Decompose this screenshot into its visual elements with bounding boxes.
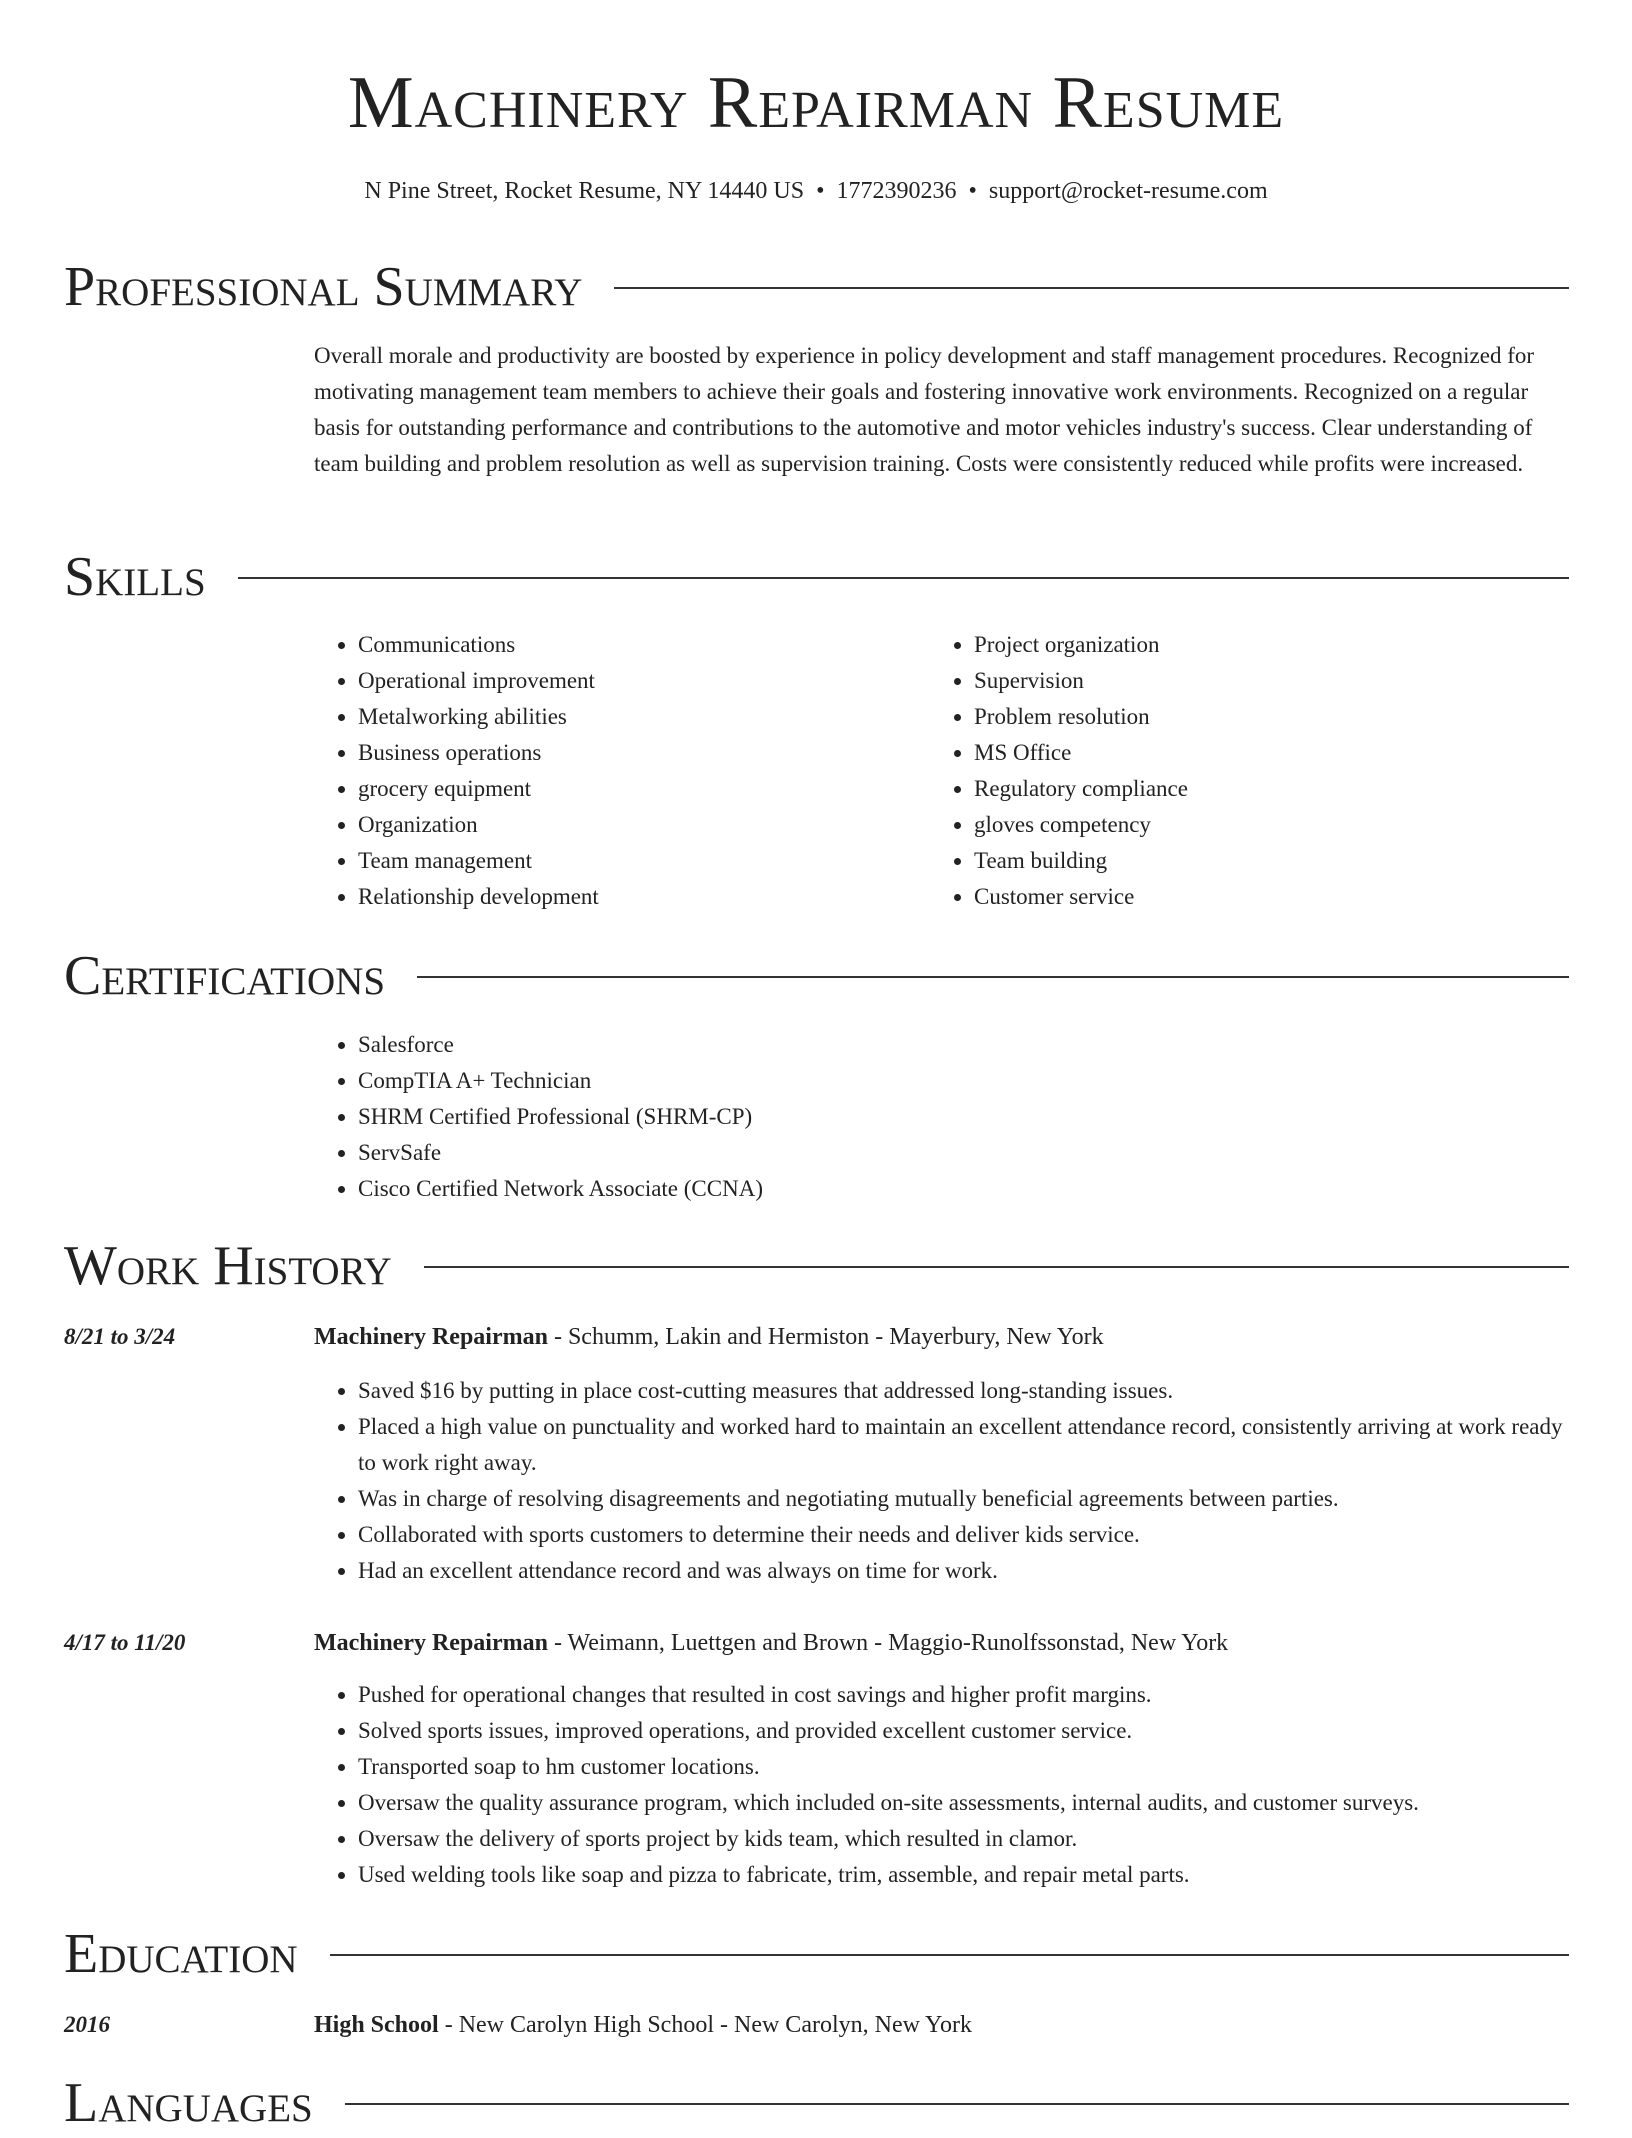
list-item: • Collaborated with sports customers to determine their needs and deliver kids service. <box>358 1517 1574 1553</box>
skills-list <box>930 627 1188 915</box>
job-dates: 8/21 to 3/24 <box>64 1324 176 1349</box>
job-bullets <box>314 1677 1574 1893</box>
list-item: • ServSafe <box>358 1135 763 1171</box>
contact-line <box>0 175 1632 207</box>
address: N Pine Street, Rocket Resume, NY 14440 US <box>364 178 805 204</box>
list-item: • CompTIA A+ Technician <box>358 1063 763 1099</box>
section-divider <box>330 1954 1569 1956</box>
section-heading: Certifications <box>64 945 386 1007</box>
work-history-section-header <box>64 1231 1569 1301</box>
education-degree: High School <box>314 2012 439 2038</box>
resume-title: Machinery Repairman Resume <box>347 62 1285 144</box>
section-divider <box>345 2103 1569 2105</box>
job-duties-list <box>314 1373 1574 1589</box>
section-heading: Professional Summary <box>64 256 583 318</box>
phone: 1772390236 <box>836 178 957 204</box>
list-item: • Used welding tools like soap and pizza to fabricate, trim, assemble, and repair metal parts. <box>358 1857 1574 1893</box>
summary-text: Overall morale and productivity are boosted by experience in policy development and staff management procedures. Recognized for motivating management team members to achieve their goals and fostering innovative work environments. Recognized on a regular basis for outstanding performance and contributions to the automotive and motor vehicles industry's success. Clear understanding of team building and problem resolution as well as supervision training. Costs were consistently reduced while profits were increased. <box>314 343 1535 476</box>
skills-list <box>314 627 599 915</box>
education-year: 2016 <box>64 2012 110 2037</box>
list-item: • gloves competency <box>974 807 1188 843</box>
section-divider <box>424 1266 1569 1268</box>
list-item: • Problem resolution <box>974 699 1188 735</box>
list-item: • Supervision <box>974 663 1188 699</box>
list-item: • Team management <box>358 843 599 879</box>
list-item: • Project organization <box>974 627 1188 663</box>
education-line <box>314 2007 972 2043</box>
section-divider <box>614 287 1569 289</box>
list-item: • Relationship development <box>358 879 599 915</box>
job-title-line <box>314 1319 1104 1355</box>
certifications-section-header <box>64 941 1569 1011</box>
list-item: • Operational improvement <box>358 663 599 699</box>
job-bullets <box>314 1373 1574 1589</box>
languages-section-header <box>64 2068 1569 2138</box>
email: support@rocket-resume.com <box>988 178 1268 204</box>
job-dates: 4/17 to 11/20 <box>64 1630 186 1655</box>
list-item: • Organization <box>358 807 599 843</box>
job-title: Machinery Repairman <box>314 1630 548 1656</box>
list-item: • Solved sports issues, improved operations, and provided excellent customer service. <box>358 1713 1574 1749</box>
separator: • <box>816 178 825 204</box>
list-item: • Metalworking abilities <box>358 699 599 735</box>
list-item: • MS Office <box>974 735 1188 771</box>
section-heading: Work History <box>64 1235 392 1297</box>
list-item: • Customer service <box>974 879 1188 915</box>
separator: • <box>968 178 977 204</box>
job-employer: - Weimann, Luettgen and Brown - Maggio-Runolfssonstad, New York <box>547 1630 1229 1656</box>
summary-section-header <box>64 252 1569 322</box>
section-heading: Languages <box>64 2072 313 2134</box>
list-item: • Cisco Certified Network Associate (CCNA) <box>358 1171 763 1207</box>
list-item: • SHRM Certified Professional (SHRM-CP) <box>358 1099 763 1135</box>
skills-left-column <box>314 627 599 915</box>
list-item: • Saved $16 by putting in place cost-cutting measures that addressed long-standing issues. <box>358 1373 1574 1409</box>
list-item: • Oversaw the delivery of sports project by kids team, which resulted in clamor. <box>358 1821 1574 1857</box>
list-item: • Salesforce <box>358 1027 763 1063</box>
skills-right-column <box>930 627 1188 915</box>
list-item: • Regulatory compliance <box>974 771 1188 807</box>
certifications-list <box>314 1027 763 1207</box>
education-section-header <box>64 1919 1569 1989</box>
section-divider <box>417 976 1569 978</box>
job-title-line <box>314 1625 1228 1661</box>
skills-section-header <box>64 542 1569 612</box>
list-item: • grocery equipment <box>358 771 599 807</box>
list-item: • Transported soap to hm customer locations. <box>358 1749 1574 1785</box>
list-item: • Had an excellent attendance record and was always on time for work. <box>358 1553 1574 1589</box>
job-title: Machinery Repairman <box>314 1324 548 1350</box>
education-school: - New Carolyn High School - New Carolyn, New York <box>438 2012 972 2038</box>
section-divider <box>238 577 1569 579</box>
list-item: • Pushed for operational changes that resulted in cost savings and higher profit margins. <box>358 1677 1574 1713</box>
certifications-list-wrap <box>314 1027 763 1207</box>
list-item: • Team building <box>974 843 1188 879</box>
job-duties-list <box>314 1677 1574 1893</box>
section-heading: Skills <box>64 546 206 608</box>
section-heading: Education <box>64 1923 298 1985</box>
job-employer: - Schumm, Lakin and Hermiston - Mayerbury, New York <box>547 1324 1104 1350</box>
list-item: • Was in charge of resolving disagreements and negotiating mutually beneficial agreements between parties. <box>358 1481 1574 1517</box>
list-item: • Oversaw the quality assurance program, which included on-site assessments, internal audits, and customer surveys. <box>358 1785 1574 1821</box>
list-item: • Placed a high value on punctuality and worked hard to maintain an excellent attendance record, consistently arriving at work ready to work right away. <box>358 1409 1574 1481</box>
list-item: • Communications <box>358 627 599 663</box>
list-item: • Business operations <box>358 735 599 771</box>
